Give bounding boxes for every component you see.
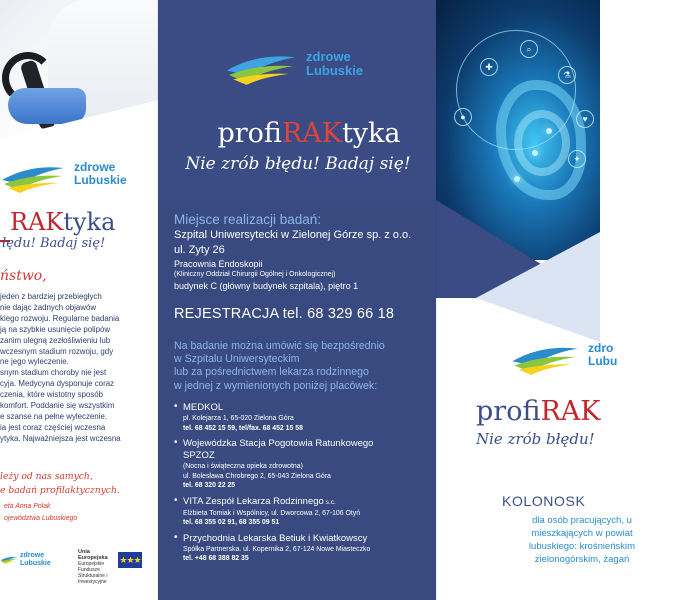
glove-icon — [8, 88, 86, 124]
zdrowe-lubuskie-logo — [0, 156, 150, 196]
logo-line1: zdrowe — [306, 49, 351, 64]
left-footer — [0, 546, 158, 585]
medical-kit-icon: ✚ — [480, 58, 498, 76]
info-line: Na badanie można umówić się bezpośrednio — [174, 340, 385, 352]
pill-icon: ● — [454, 108, 472, 126]
desc-line: dla osób pracujących, u — [532, 515, 632, 526]
body-line: ytyka. Najważniejsza jest wczesna — [0, 433, 121, 443]
right-title — [476, 396, 600, 427]
quote-line: leży od nas samych, — [0, 471, 93, 482]
footer-logo-text — [20, 552, 51, 568]
logo-line2: Lubu — [588, 354, 618, 368]
left-title-rak: RAK — [10, 208, 64, 236]
title-rak: RAK — [281, 118, 342, 149]
glow-dot — [532, 150, 538, 156]
colonoscopy-heading: KOLONOSK — [502, 493, 586, 509]
facility-item — [174, 402, 432, 434]
body-line: komfort. Poddanie się wszystkim — [0, 401, 115, 411]
logo-line1: zdrowe — [74, 160, 116, 174]
eu-line2: Strukturalne i Inwestycyjne — [78, 573, 108, 585]
logo-text — [306, 50, 363, 78]
info-line: w Szpitalu Uniwersyteckim — [174, 353, 300, 366]
facility-phone: tel. +48 68 388 82 35 — [183, 555, 249, 563]
left-panel — [0, 0, 158, 600]
facility-phone: tel. 68 452 15 59, tel/fax. 68 452 15 58 — [183, 424, 303, 432]
fold-line — [157, 0, 158, 600]
desc-line: mieszkających w powiat — [531, 528, 633, 539]
facility-list — [174, 402, 432, 569]
body-line: ne jego wyleczenie. — [0, 357, 69, 367]
desc-line: zielonogórskim, żagań — [534, 554, 630, 565]
facility-name: • MEDKOL — [183, 402, 224, 413]
title-pre: profi — [217, 118, 282, 149]
facility-suffix: s.c. — [323, 498, 336, 506]
facility-address: ul. Bolesława Chrobrego 2, 65-043 Zielona Góra — [183, 472, 331, 480]
facility-name: • Przychodnia Lekarska Betiuk i Kwiatkowscy — [183, 532, 368, 544]
left-body-text — [0, 292, 154, 445]
middle-slogan: Nie zrób błędu! Badaj się! — [185, 154, 411, 174]
body-line: jeden z bardziej przebiegłych — [0, 292, 102, 301]
place-heading: Miejsce realizacji badań: — [174, 212, 322, 227]
desc-line: lubuskiego: krośnieńskim — [528, 541, 636, 552]
appointment-info — [174, 340, 432, 393]
body-line: cyja. Medycyna dysponuje coraz — [0, 379, 115, 389]
body-line: zanim ulegną zezłośliwieniu lub — [0, 335, 111, 345]
body-line: nie dając żadnych objawów — [0, 302, 97, 312]
body-line: e szanse na pełne wyleczenie. — [0, 411, 108, 421]
info-line: w jednej z wymienionych poniżej placówek: — [174, 379, 378, 392]
facility-item — [174, 496, 432, 529]
title-pre: profi — [476, 396, 541, 427]
logo-line1: zdro — [588, 341, 614, 355]
facility-note: (Nocna i świąteczna opieka zdrowotna) — [183, 463, 303, 471]
place-line: budynek C (główny budynek szpitala), piętro 1 — [174, 281, 359, 291]
registration-phone: REJESTRACJA tel. 68 329 66 18 — [174, 306, 395, 322]
place-line: (Kliniczny Oddział Chirurgii Ogólnej i Onkologicznej) — [174, 271, 336, 278]
facility-phone: tel. 68 320 22 25 — [183, 482, 236, 490]
eu-flag-icon: ★★★ — [118, 552, 142, 568]
title-post: tyka — [341, 118, 401, 149]
facility-item — [174, 533, 432, 565]
body-line: wczesnym stadium rozwoju, gdy — [0, 346, 114, 356]
signature-line: ojewództwa Lubuskiego — [4, 515, 78, 522]
logo-text — [74, 161, 127, 187]
logo-text — [588, 342, 617, 368]
left-signature — [4, 501, 154, 525]
hud-ring — [456, 30, 576, 150]
middle-panel — [158, 0, 436, 600]
left-quote — [0, 470, 156, 498]
facility-name: • Wojewódzka Stacja Pogotowia Ratunkowego — [183, 438, 374, 450]
facility-address: pl. Kolejarza 1, 65-020 Zielona Góra — [183, 415, 294, 422]
body-line: ją na szybkie usunięcie polipów — [0, 324, 111, 334]
zdrowe-lubuskie-logo — [508, 336, 618, 376]
logo-line2: Lubuskie — [74, 173, 127, 187]
body-line: snym stadium choroby nie jest — [0, 368, 107, 378]
place-details — [174, 228, 432, 292]
glow-dot — [546, 128, 552, 134]
eu-title: Unia Europejska — [78, 549, 108, 561]
signature-line: eta Anna Polak — [4, 503, 51, 510]
info-line: lub za pośrednictwem lekarza rodzinnego — [174, 366, 369, 379]
body-line: ia jest coraz częściej wczesna — [0, 422, 106, 432]
logo-mark-icon — [0, 156, 66, 194]
lab-flask-icon: ⚗ — [558, 66, 576, 84]
fold-line — [436, 0, 437, 600]
footer-logo-mark-icon — [0, 551, 18, 567]
logo-mark-icon — [508, 336, 582, 376]
zdrowe-lubuskie-logo — [224, 44, 384, 86]
left-greeting: ństwo, — [0, 268, 47, 284]
title-rak: RAK — [540, 396, 601, 427]
left-title — [10, 208, 160, 236]
footer-logo-line1: zdrowe — [20, 552, 45, 559]
logo-mark-icon — [224, 44, 298, 86]
facility-address: Elżbieta Tomiak i Wspólnicy, ul. Dworcowa 2, 67-106 Otyń — [183, 509, 361, 517]
facility-name — [183, 496, 432, 509]
dna-icon: ✦ — [568, 150, 586, 168]
place-line: Szpital Uniwersytecki w Zielonej Górze sp. z o.o. — [174, 229, 412, 241]
magnifier-icon: ⌕ — [520, 40, 538, 58]
facility-phone: tel. 68 355 02 91, 68 355 09 51 — [183, 519, 280, 527]
body-line: kiego rozwoju. Regularne badania — [0, 313, 120, 323]
right-panel — [436, 0, 636, 600]
target-group-description — [482, 514, 682, 566]
middle-title — [194, 118, 424, 149]
left-title-rest: tyka — [63, 208, 116, 236]
glow-dot — [514, 176, 520, 182]
footer-logo-line2: Lubuskie — [20, 560, 51, 567]
facility-item — [174, 438, 432, 492]
facility-name-line2: SPZOZ — [183, 450, 215, 462]
quote-line: e badań profilaktycznych. — [0, 485, 120, 496]
body-line: czenia, które wistotny sposób — [0, 390, 104, 400]
eu-line1: Europejskie Fundusze — [78, 561, 105, 573]
eu-funds-label — [78, 549, 118, 585]
left-slogan: łędu! Badaj się! — [2, 236, 106, 251]
logo-line2: Lubuskie — [306, 63, 364, 78]
facility-address: Spółka Partnerska. ul. Kopernika 2, 67-124 Nowe Miasteczko — [183, 545, 371, 553]
place-line: ul. Zyty 26 — [174, 244, 225, 256]
facility-name-text: VITA Zespół Lekarza Rodzinnego — [183, 495, 324, 507]
place-line: Pracownia Endoskopii — [174, 259, 263, 269]
right-slogan: Nie zrób błędu! — [476, 430, 595, 448]
pulse-icon: ♥ — [576, 110, 594, 128]
